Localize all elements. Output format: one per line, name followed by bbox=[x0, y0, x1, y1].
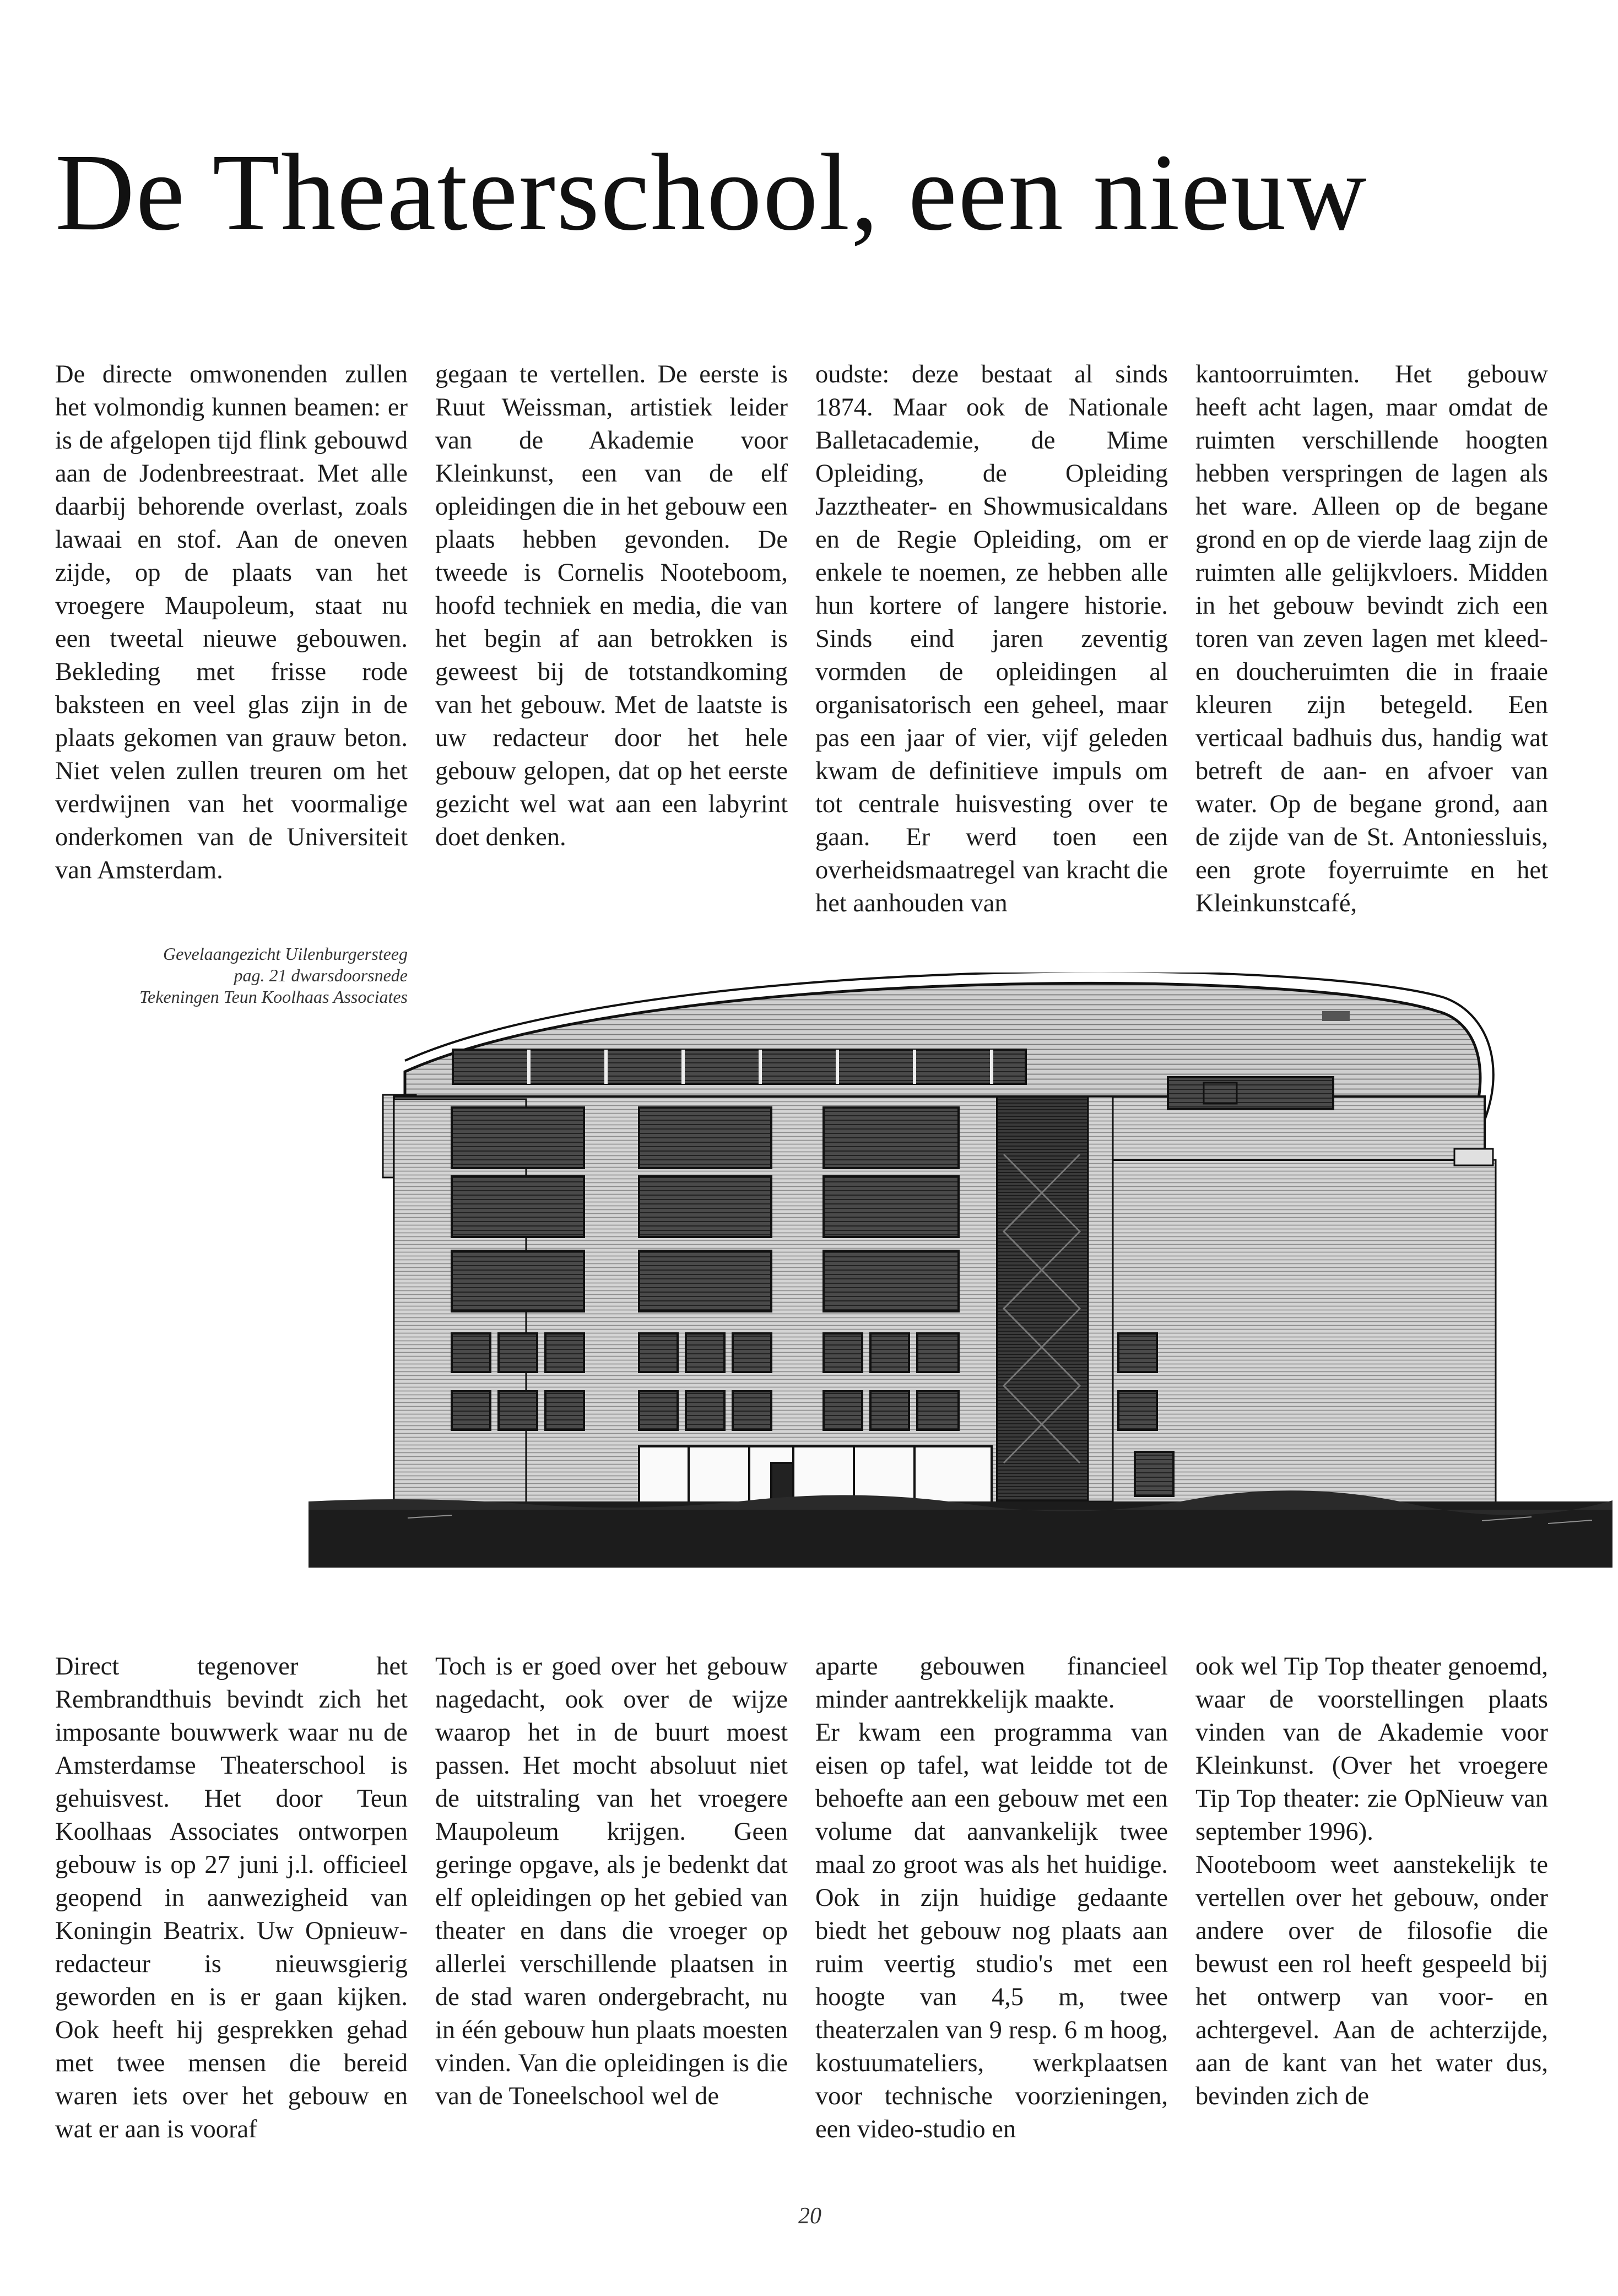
paragraph: De directe omwonenden zullen het volmondig kunnen beamen: er is de afgelopen tijd flink gebouwd aan de Jodenbreestraat. Met alle daarbij behorende overlast, zoals lawaai en stof. Aan de oneven zijde, op de plaats van het vroegere Maupoleum, staat nu een tweetal nieuwe gebouwen. Bekleding met frisse rode baksteen en veel glas zijn in de plaats gekomen van grauw beton. Niet velen zullen treuren om het verdwijnen van het voormalige onderkomen van de Universiteit van Amsterdam. bbox=[55, 360, 408, 884]
paragraph: ook wel Tip Top theater genoemd, waar de voorstellingen plaats vinden van de Akademie voor Kleinkunst. (Over het vroegere Tip Top theater: zie OpNieuw van september 1996). bbox=[1195, 1652, 1548, 1846]
article-title: De Theaterschool, een nieuw bbox=[55, 132, 1368, 253]
paragraph: Nooteboom weet aanstekelijk te vertellen over het gebouw, onder andere over de filosofie die bewust een rol heeft gespeeld bij het ontwerp van voor- en achtergevel. Aan de achterzijde, aan de kant van het water dus, bevinden zich de bbox=[1195, 1851, 1548, 2110]
bottom-column-4 bbox=[1195, 1650, 1548, 2113]
page-number: 20 bbox=[798, 2203, 821, 2229]
paragraph: Direct tegenover het Rembrandthuis bevindt zich het imposante bouwwerk waar nu de Amsterdamse Theaterschool is gehuisvest. Het door Teun Koolhaas Associates ontworpen gebouw is op 27 juni j.l. officieel geopend in aanwezigheid van Koningin Beatrix. Uw Opnieuw-redacteur is nieuwsgierig geworden en is er gaan kijken. Ook heeft hij gesprekken gehad met twee mensen die bereid waren iets over het gebouw en wat er aan is vooraf bbox=[55, 1652, 408, 2143]
bottom-column-1 bbox=[55, 1650, 408, 2146]
paragraph: Er kwam een programma van eisen op tafel, wat leidde tot de behoefte aan een gebouw met een volume dat aanvankelijk twee maal zo groot was als het huidige. Ook in zijn huidige gedaante biedt het gebouw nog plaats aan ruim veertig studio's met een hoogte van 4,5 m, twee theaterzalen van 9 resp. 6 m hoog, kostuumateliers, werkplaatsen voor technische voorzieningen, een video-studio en bbox=[815, 1719, 1168, 2143]
paragraph: oudste: deze bestaat al sinds 1874. Maar ook de Nationale Balletacademie, de Mime Opleiding, de Opleiding Jazztheater- en Showmusicaldans en de Regie Opleiding, om er enkele te noemen, ze hebben alle hun kortere of langere historie. Sinds eind jaren zeventig vormden de opleidingen al organisatorisch een geheel, maar pas een jaar of vier, vijf geleden kwam de definitieve impuls om tot centrale huisvesting over te gaan. Er werd toen een overheidsmaatregel van kracht die het aanhouden van bbox=[815, 360, 1168, 917]
paragraph: aparte gebouwen financieel minder aantrekkelijk maakte. bbox=[815, 1652, 1168, 1714]
paragraph: kantoorruimten. Het gebouw heeft acht lagen, maar omdat de ruimten verschillende hoogten hebben verspringen de lagen als het ware. Alleen op de begane grond en op de vierde laag zijn de ruimten alle gelijkvloers. Midden in het gebouw bevindt zich een toren van zeven lagen met kleed- en doucheruimten die in fraaie kleuren zijn betegeld. Een verticaal badhuis dus, handig wat betreft de aan- en afvoer van water. Op de begane grond, aan de zijde van de St. Antoniessluis, een grote foyerruimte en het Kleinkunstcafé, bbox=[1195, 360, 1548, 917]
building-elevation-drawing bbox=[309, 973, 1612, 1620]
bottom-column-2 bbox=[435, 1650, 788, 2113]
caption-line: Gevelaangezicht Uilenburgersteeg bbox=[163, 944, 408, 964]
top-column-2 bbox=[435, 358, 788, 854]
caption-line: Tekeningen Teun Koolhaas Associates bbox=[139, 987, 408, 1007]
paragraph: gegaan te vertellen. De eerste is Ruut Weissman, artistiek leider van de Akademie voor Kleinkunst, een van de elf opleidingen die in het gebouw een plaats hebben gevonden. De tweede is Cornelis Nooteboom, hoofd techniek en media, die van het begin af aan betrokken is geweest bij de totstandkoming van het gebouw. Met de laatste is uw redacteur door het hele gebouw gelopen, dat op het eerste gezicht wel wat aan een labyrint doet denken. bbox=[435, 360, 788, 851]
bottom-column-3 bbox=[815, 1650, 1168, 2146]
top-column-3 bbox=[815, 358, 1168, 920]
top-column-1 bbox=[55, 358, 408, 887]
top-column-4 bbox=[1195, 358, 1548, 920]
paragraph: Toch is er goed over het gebouw nagedacht, ook over de wijze waarop het in de buurt moest passen. Het mocht absoluut niet de uitstraling van het vroegere Maupoleum krijgen. Geen geringe opgave, als je bedenkt dat elf opleidingen op het gebied van theater en dans die vroeger op allerlei verschillende plaatsen in de stad waren ondergebracht, nu in één gebouw hun plaats moesten vinden. Van die opleidingen is die van de Toneelschool wel de bbox=[435, 1652, 788, 2110]
caption-line: pag. 21 dwarsdoorsnede bbox=[234, 965, 408, 985]
